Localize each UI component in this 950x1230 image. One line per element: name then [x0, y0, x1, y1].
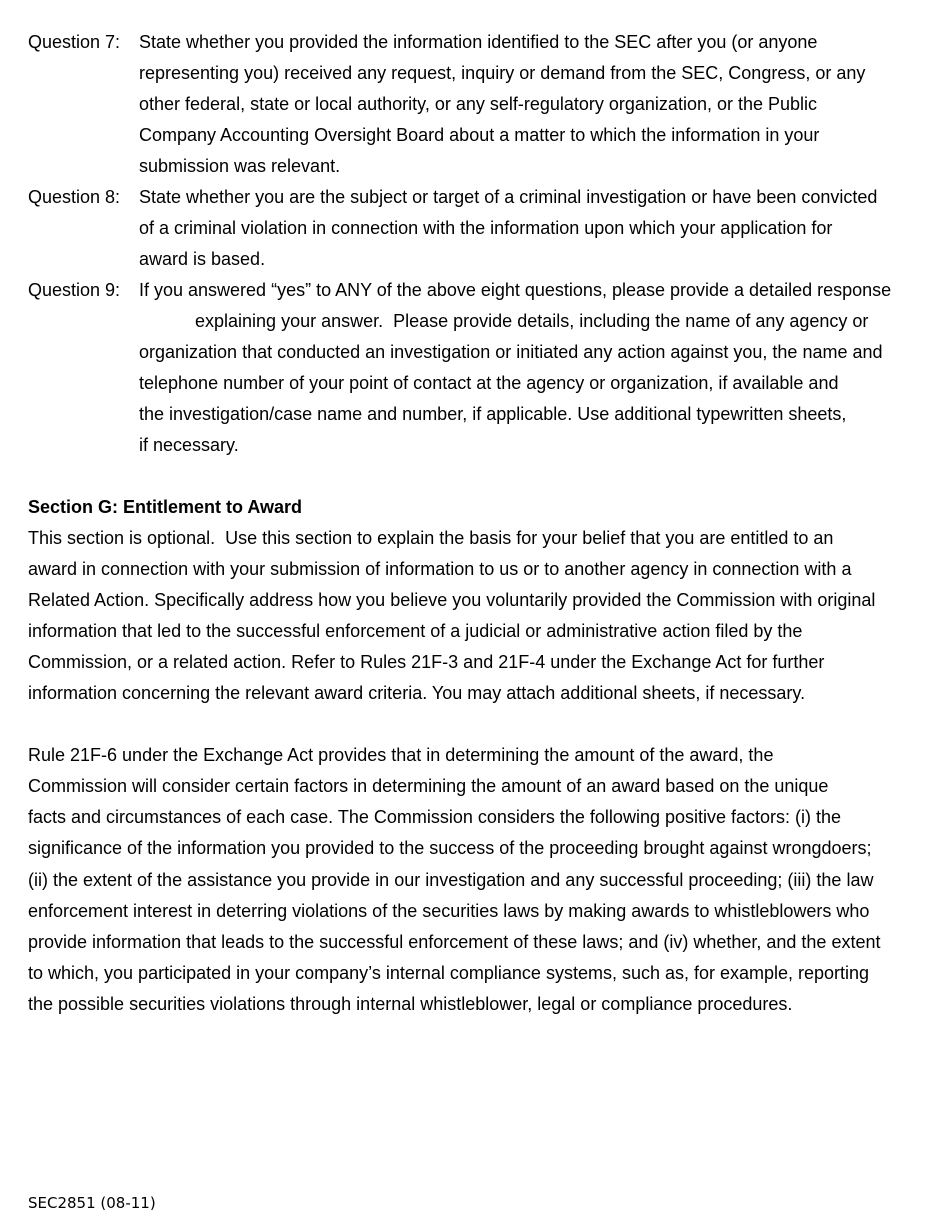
form-id-footer: SEC2851 (08-11) [28, 1194, 156, 1212]
question-7-line-3: other federal, state or local authority, or any self-regulatory organization, or the Public [139, 94, 818, 114]
question-7-line-4: Company Accounting Oversight Board about a matter to which the information in your [139, 125, 820, 145]
section-g-p2-line-7: provide information that leads to the successful enforcement of these laws; and (iv) whether, and the extent [28, 932, 881, 952]
question-9-label: Question 9: [28, 280, 121, 300]
section-g-p1-line-3: Related Action. Specifically address how you believe you voluntarily provided the Commission with original [28, 590, 876, 610]
question-8-line-2: of a criminal violation in connection with the information upon which your application for [139, 218, 833, 238]
question-8-label: Question 8: [28, 187, 121, 207]
question-7-label: Question 7: [28, 32, 121, 52]
section-g-heading: Section G: Entitlement to Award [28, 497, 303, 517]
section-g-p2-line-1: Rule 21F-6 under the Exchange Act provides that in determining the amount of the award, the [28, 745, 774, 765]
section-g-p2-line-8: to which, you participated in your company’s internal compliance systems, such as, for example, reporting [28, 963, 870, 983]
question-7-line-5: submission was relevant. [139, 156, 341, 176]
question-9-line-4: telephone number of your point of contact at the agency or organization, if available and [139, 373, 839, 393]
section-g-p2-line-4: significance of the information you provided to the success of the proceeding brought against wrongdoers; [28, 838, 872, 858]
section-g-p2-line-6: enforcement interest in deterring violations of the securities laws by making awards to whistleblowers who [28, 901, 870, 921]
question-9-line-2: explaining your answer. Please provide details, including the name of any agency or [195, 311, 869, 331]
section-g-p2-line-3: facts and circumstances of each case. The Commission considers the following positive factors: (i) the [28, 807, 842, 827]
question-9-line-3: organization that conducted an investigation or initiated any action against you, the name and [139, 342, 883, 362]
question-7-line-2: representing you) received any request, inquiry or demand from the SEC, Congress, or any [139, 63, 866, 83]
question-9-line-1: If you answered “yes” to ANY of the above eight questions, please provide a detailed response [139, 280, 892, 300]
question-9-line-5: the investigation/case name and number, if applicable. Use additional typewritten sheets, [139, 404, 847, 424]
section-g-p2-line-5: (ii) the extent of the assistance you provide in our investigation and any successful proceeding; (iii) the law [28, 870, 874, 890]
section-g-p1-line-1: This section is optional. Use this section to explain the basis for your belief that you are entitled to an [28, 528, 834, 548]
question-8-line-1: State whether you are the subject or target of a criminal investigation or have been convicted [139, 187, 878, 207]
question-9-line-6: if necessary. [139, 435, 239, 455]
section-g-p2-line-2: Commission will consider certain factors in determining the amount of an award based on the unique [28, 776, 829, 796]
section-g-p1-line-5: Commission, or a related action. Refer to Rules 21F-3 and 21F-4 under the Exchange Act for further [28, 652, 825, 672]
section-g-p1-line-4: information that led to the successful enforcement of a judicial or administrative action filed by the [28, 621, 803, 641]
section-g-p1-line-6: information concerning the relevant award criteria. You may attach additional sheets, if necessary. [28, 683, 806, 703]
question-8-line-3: award is based. [139, 249, 266, 269]
question-7-line-1: State whether you provided the information identified to the SEC after you (or anyone [139, 32, 818, 52]
section-g-p1-line-2: award in connection with your submission of information to us or to another agency in connection with a [28, 559, 852, 579]
section-g-p2-line-9: the possible securities violations through internal whistleblower, legal or compliance procedures. [28, 994, 793, 1014]
